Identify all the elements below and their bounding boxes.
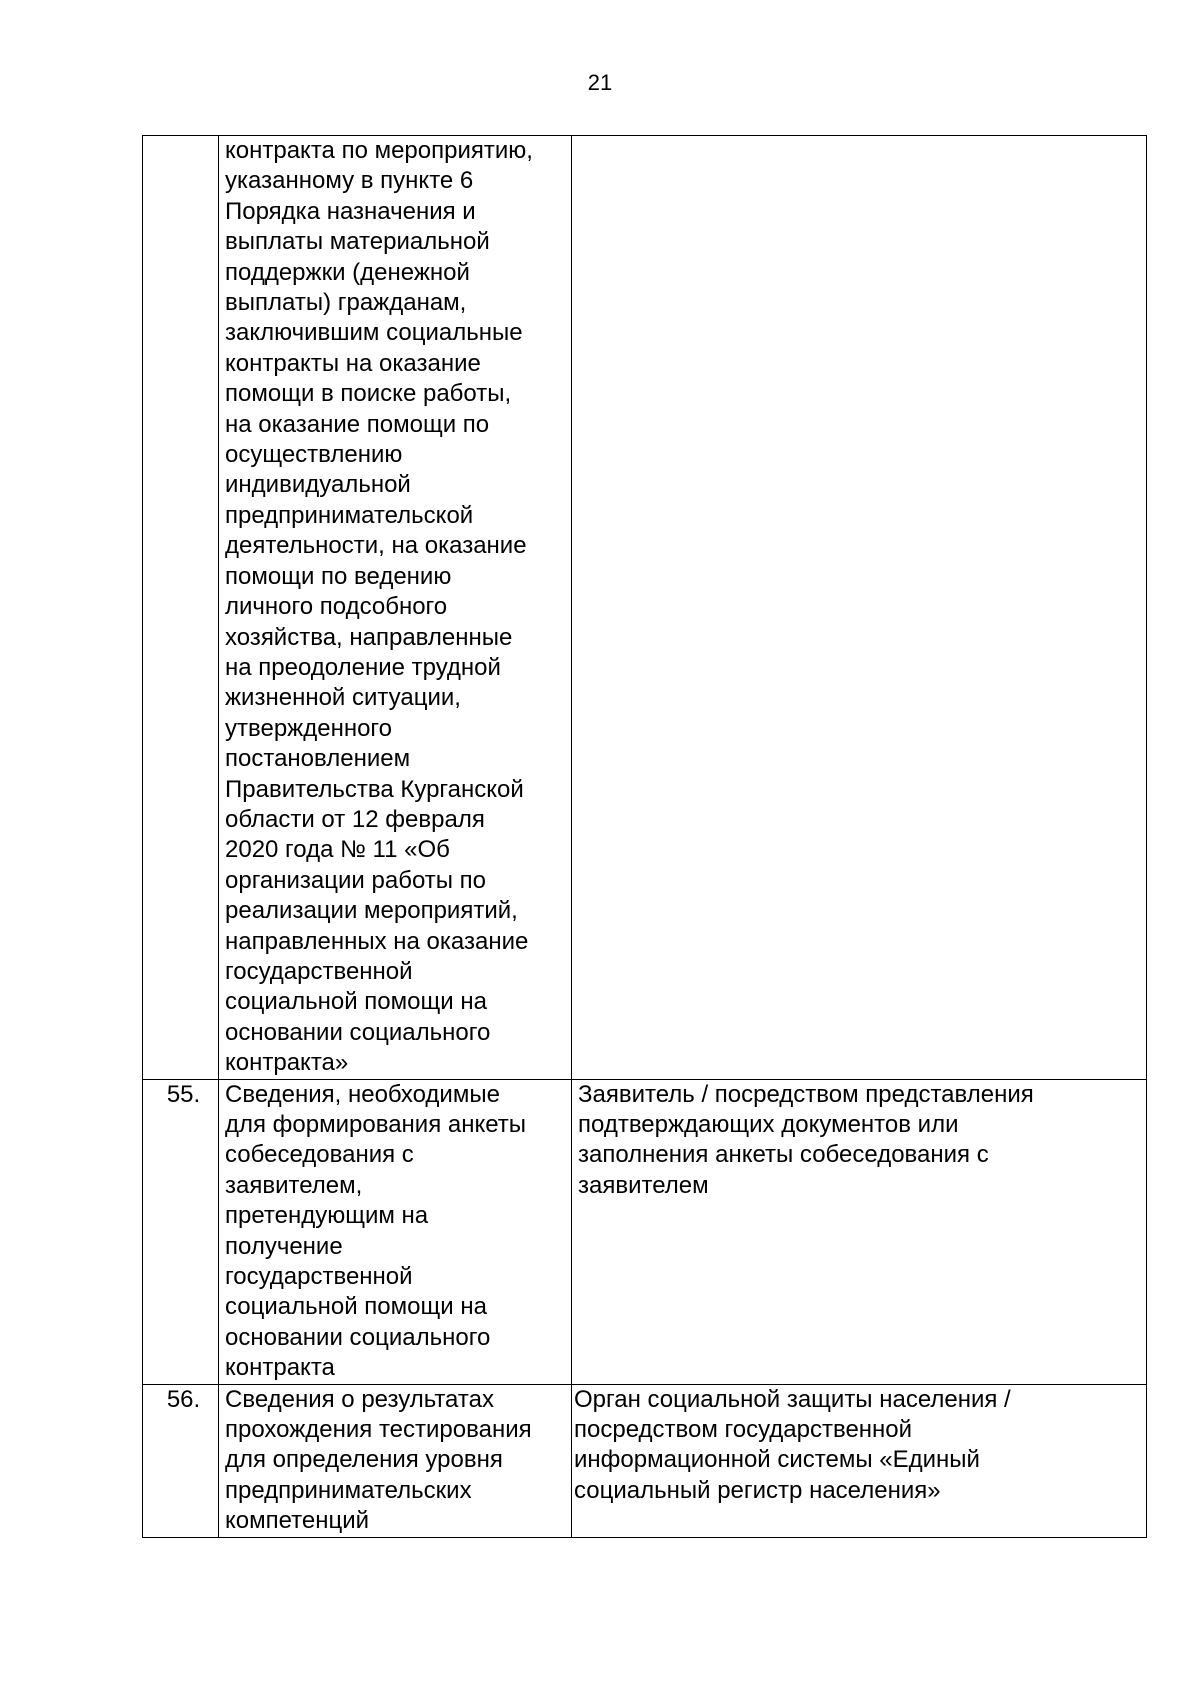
row-number-cell (143, 136, 219, 1080)
source-cell (572, 136, 1147, 1080)
source-cell (572, 1384, 1147, 1537)
table-row (143, 1079, 1147, 1384)
source-text: Орган социальной защиты населения / посредством государственной информационной системы «Единый социальный регистр населения» (574, 1385, 1011, 1504)
source-text: Заявитель / посредством представления подтверждающих документов или заполнения анкеты собеседования с заявителем (578, 1080, 1034, 1199)
data-sources-table (142, 135, 1147, 1538)
info-text: Сведения, необходимые для формирования анкеты собеседования с заявителем, претендующим на получение государственной социальной помощи на основании социального контракта (225, 1080, 527, 1382)
table-row (143, 136, 1147, 1080)
info-cell (219, 136, 572, 1080)
source-cell (572, 1079, 1147, 1384)
info-cell (219, 1384, 572, 1537)
page-number: 21 (587, 70, 613, 95)
info-text: Сведения о результатах прохождения тестирования для определения уровня предпринимательских компетенций (225, 1385, 532, 1535)
row-number: 56. (166, 1385, 201, 1413)
row-number-cell (143, 1384, 219, 1537)
table-row (143, 1384, 1147, 1537)
info-text: контракта по мероприятию, указанному в пункте 6 Порядка назначения и выплаты материальной поддержки (денежной выплаты) гражданам, заключившим социальные контракты на оказание помощи в поиске работы, на оказание помощи по осуществлению индивидуальной предпринимательской деятельности, на оказание помощи по ведению личного подсобного хозяйства, направленные на преодоление трудной жизненной ситуации, утвержденного постановлением Правительства Курганской области от 12 февраля 2020 года № 11 «Об организации работы по реализации мероприятий, направленных на оказание государственной социальной помощи на основании социального контракта» (225, 137, 533, 1077)
row-number-cell (143, 1079, 219, 1384)
info-cell (219, 1079, 572, 1384)
row-number: 55. (166, 1080, 201, 1108)
